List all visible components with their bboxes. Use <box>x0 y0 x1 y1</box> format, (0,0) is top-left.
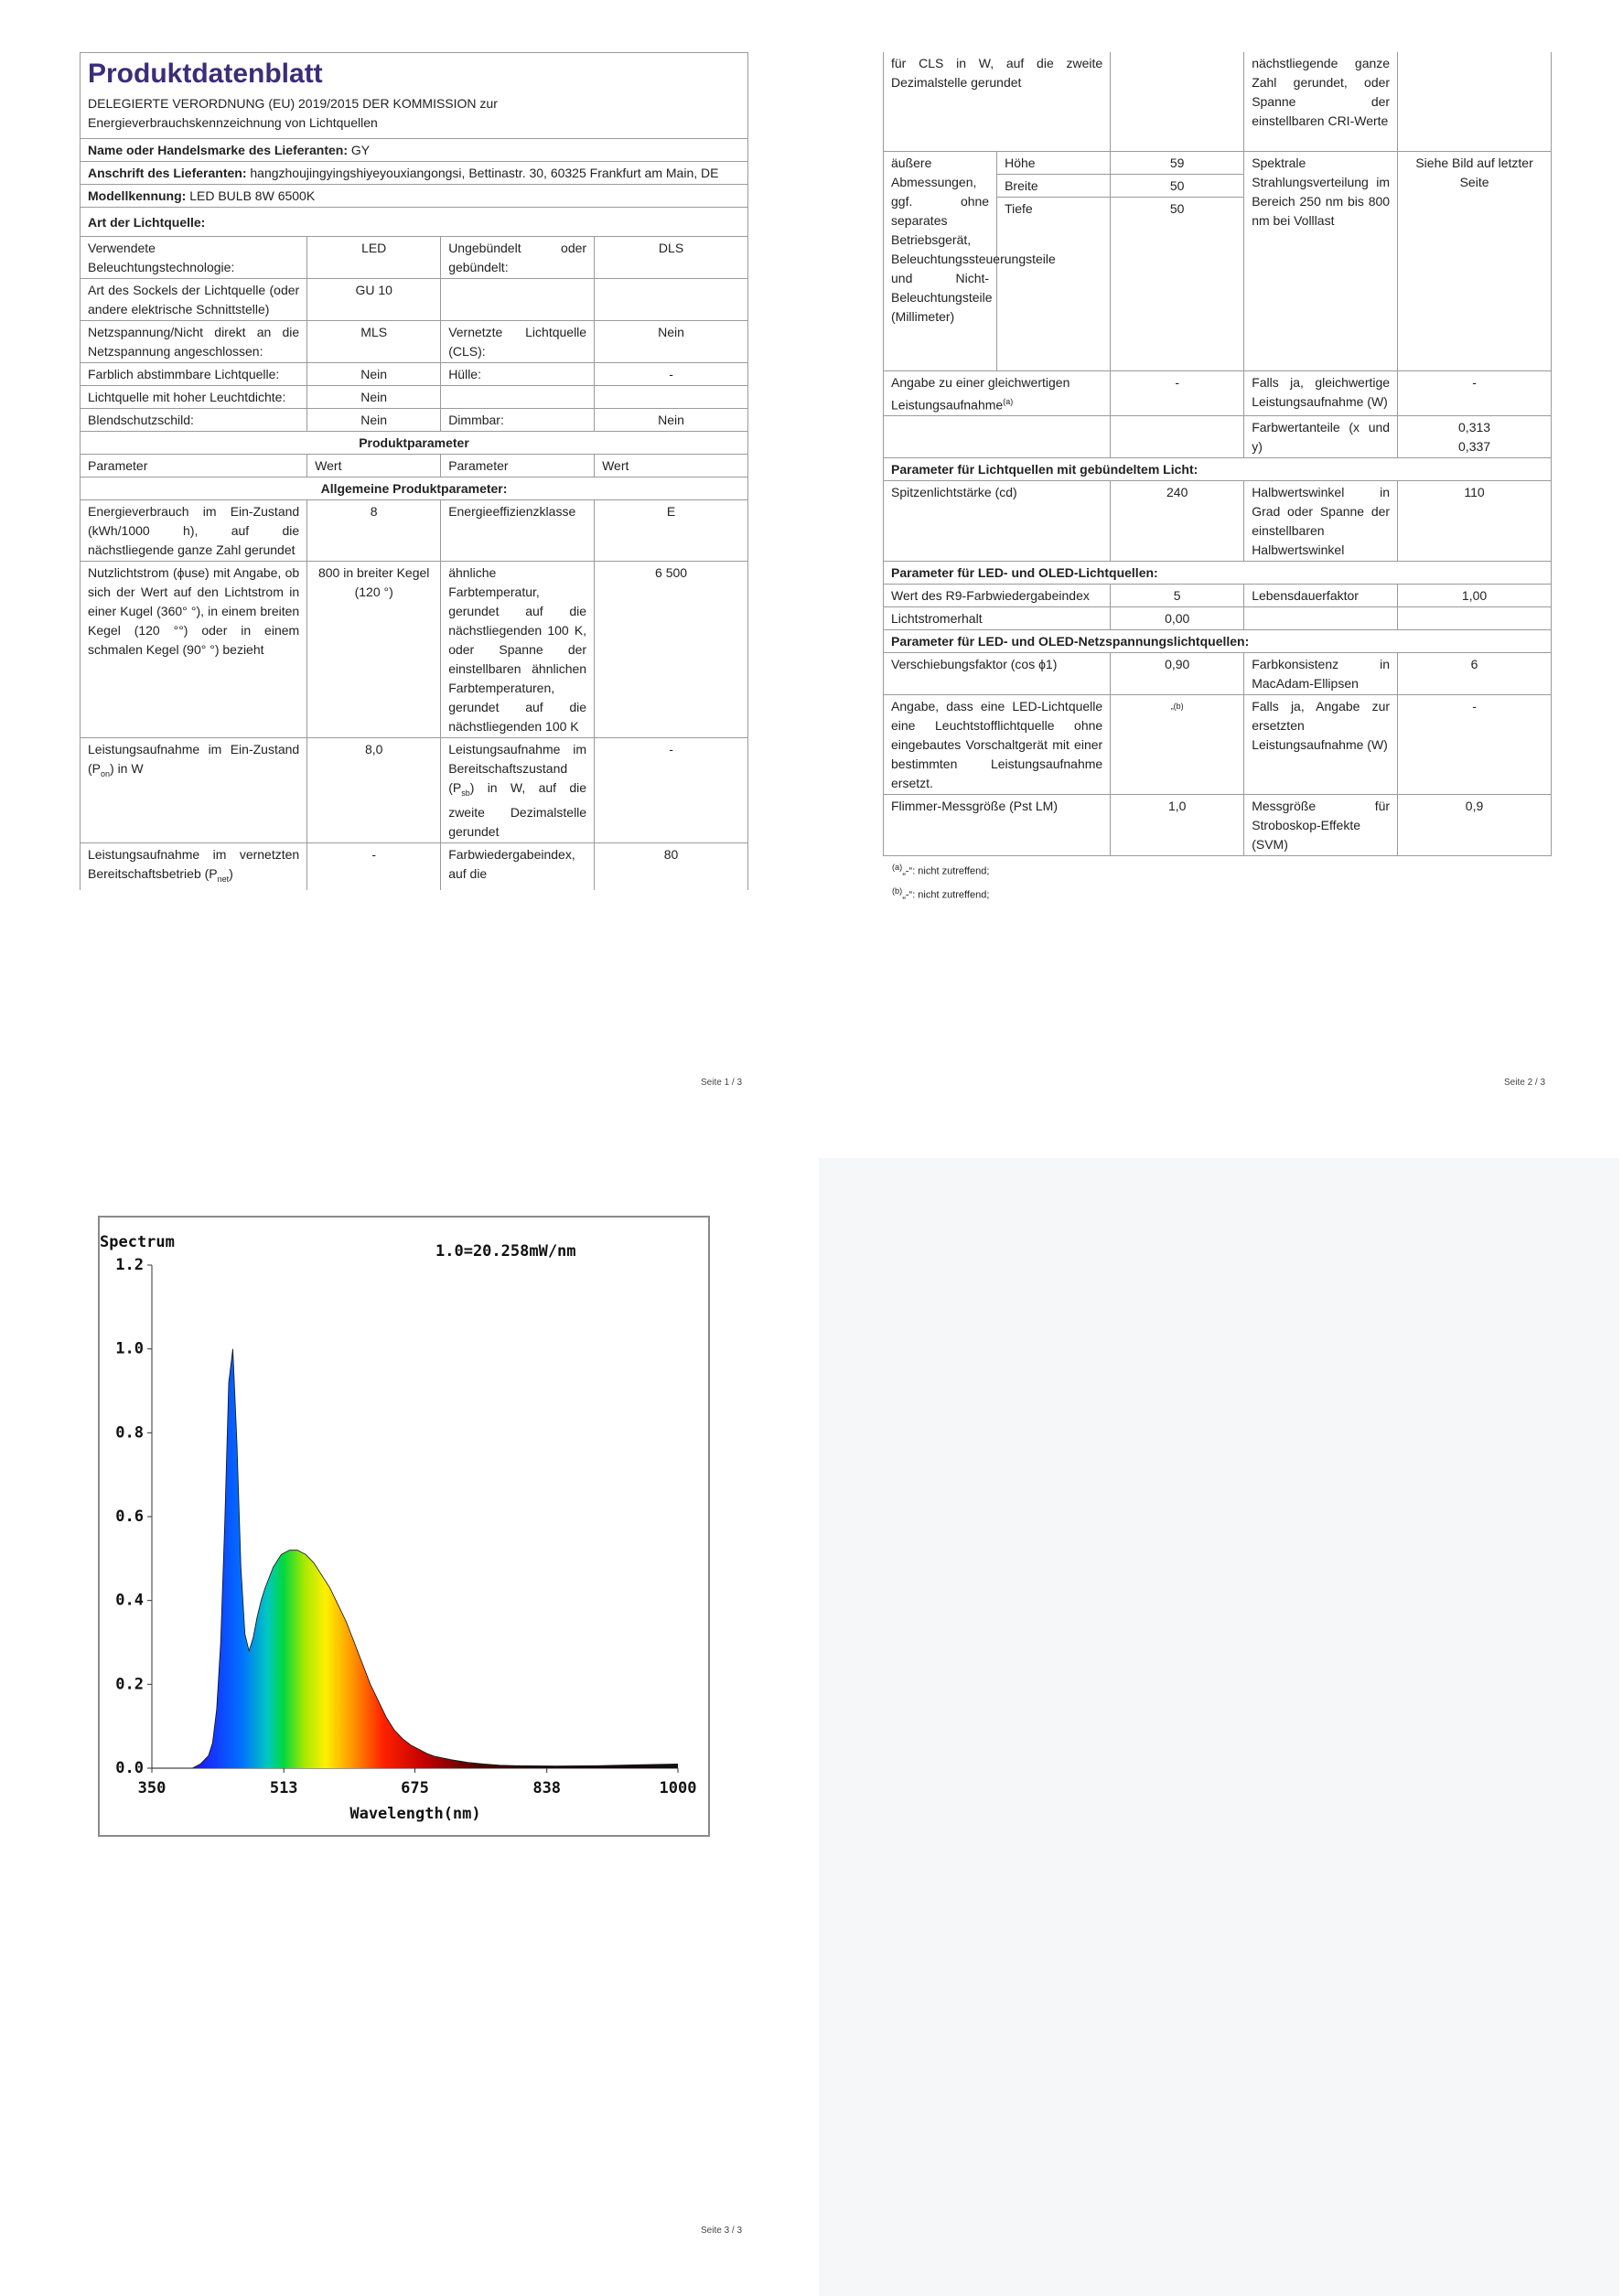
row-value: DLS <box>595 237 748 279</box>
y-tick-label: 1.2 <box>115 1256 144 1274</box>
stroboscopic-label: Messgröße für Stroboskop-Effekte (SVM) <box>1244 795 1398 856</box>
light-source-type-heading: Art der Lichtquelle: <box>81 208 748 237</box>
equivalent-power-label-2: Falls ja, gleichwertige Leistungsaufnahme (W) <box>1244 370 1398 416</box>
mains-heading: Parameter für LED- und OLED-Netzspannungslichtquellen: <box>884 630 1552 653</box>
chromaticity-label: Farbwertanteile (x und y) <box>1244 416 1398 458</box>
row-label <box>441 386 595 409</box>
peak-intensity-value: 240 <box>1111 481 1244 562</box>
dim-label: Tiefe <box>997 197 1111 370</box>
empty-cell <box>1111 52 1244 151</box>
beam-angle-value: 110 <box>1398 481 1552 562</box>
colour-consistency-label: Farbkonsistenz in MacAdam-Ellipsen <box>1244 653 1398 695</box>
page-number-3: Seite 3 / 3 <box>701 2226 743 2236</box>
column-header: Wert <box>307 455 441 477</box>
row-label: Ungebündelt oder gebündelt: <box>441 237 595 279</box>
column-header: Wert <box>595 455 748 477</box>
row-label <box>441 279 595 321</box>
replacement-value: „(b) <box>1111 695 1244 795</box>
supplier-address-label: Anschrift des Lieferanten: <box>88 166 247 180</box>
beam-angle-label: Halbwertswinkel in Grad oder Spanne der einstellbaren Halbwertswinkel <box>1244 481 1398 562</box>
empty-cell <box>1244 607 1398 630</box>
row-value: MLS <box>307 321 441 363</box>
param-value: 800 in breiter Kegel (120 °) <box>307 562 441 738</box>
param-label: Leistungsaufnahme im vernetzten Bereitschaftsbetrieb $(P_{net})$ <box>81 842 307 889</box>
row-label: Art des Sockels der Lichtquelle (oder andere elektrische Schnittstelle) <box>81 279 307 321</box>
row-label: Farblich abstimmbare Lichtquelle: <box>81 363 307 386</box>
stroboscopic-value: 0,9 <box>1398 795 1552 856</box>
produktparameter-heading: Produktparameter <box>81 432 748 455</box>
dim-label: Breite <box>997 174 1111 197</box>
equivalent-power-value-2: - <box>1398 370 1552 416</box>
general-parameters-heading: Allgemeine Produktparameter: <box>81 477 748 500</box>
r9-value: 5 <box>1111 585 1244 607</box>
peak-intensity-label: Spitzenlichtstärke (cd) <box>884 481 1111 562</box>
row-label: Dimmbar: <box>441 409 595 432</box>
row-value: Nein <box>307 386 441 409</box>
supplier-name-value: GY <box>350 143 371 157</box>
param-label: Energieeffizienzklasse <box>441 500 595 562</box>
datasheet-page-1 <box>80 52 748 890</box>
r9-label: Wert des R9-Farbwiedergabeindex <box>884 585 1111 607</box>
chart-title: Spectrum <box>100 1233 175 1251</box>
chart-axes <box>115 1256 696 1797</box>
equivalent-power-label: Angabe zu einer gleichwertigen Leistungsaufnahme$^{(a)}$ <box>884 370 1111 416</box>
param-value: 8,0 <box>307 738 441 843</box>
empty-cell <box>1111 416 1244 458</box>
param-value: - <box>595 738 748 843</box>
spectrum-chart <box>98 1216 710 1837</box>
lumen-maintenance-label: Lichtstromerhalt <box>884 607 1111 630</box>
row-value: LED <box>307 237 441 279</box>
y-tick-label: 0.8 <box>115 1423 144 1443</box>
chromaticity-value: 0,313 0,337 <box>1398 416 1552 458</box>
row-label: Verwendete Beleuchtungstechnologie: <box>81 237 307 279</box>
row-value: Nein <box>595 321 748 363</box>
chart-marks <box>152 1349 678 1768</box>
column-header: Parameter <box>441 455 595 477</box>
row-value: Nein <box>307 363 441 386</box>
empty-cell <box>1398 607 1552 630</box>
footnote-a: $^{(a)}$„-“: nicht zutreffend; <box>892 863 990 877</box>
param-value: 6 500 <box>595 562 748 738</box>
y-tick-label: 0.4 <box>115 1591 144 1610</box>
row-label: Blendschutzschild: <box>81 409 307 432</box>
equivalent-power-value: - <box>1111 370 1244 416</box>
dim-value: 50 <box>1111 197 1244 370</box>
row-label: Lichtquelle mit hoher Leuchtdichte: <box>81 386 307 409</box>
row-value: - <box>595 363 748 386</box>
chart-annotation: 1.0=20.258mW/nm <box>435 1242 576 1261</box>
survival-label: Lebensdauerfaktor <box>1244 585 1398 607</box>
row-label: Vernetzte Lichtquelle (CLS): <box>441 321 595 363</box>
model-label: Modellkennung: <box>88 188 187 203</box>
datasheet-page-2 <box>883 52 1552 905</box>
row-value: Nein <box>595 409 748 432</box>
supplier-name-label: Name oder Handelsmarke des Lieferanten: <box>88 143 348 157</box>
dimensions-label: äußere Abmessungen, ggf. ohne separates Betriebsgerät, Beleuchtungssteuerungsteile und Nicht-Beleuchtungsteile (Millimeter) <box>884 151 997 370</box>
x-tick-label: 675 <box>401 1779 429 1797</box>
model-value: LED BULB 8W 6500K <box>189 188 316 203</box>
colour-consistency-value: 6 <box>1398 653 1552 695</box>
param-label: Farbwiedergabeindex, auf die <box>441 842 595 889</box>
lumen-maintenance-value: 0,00 <box>1111 607 1244 630</box>
spectrum-area <box>152 1349 678 1768</box>
param-value: 8 <box>307 500 441 562</box>
row-value: GU 10 <box>307 279 441 321</box>
document-title: Produktdatenblatt <box>88 59 323 89</box>
replacement-value-2: - <box>1398 695 1552 795</box>
y-tick-label: 0.0 <box>115 1759 144 1777</box>
dim-label: Höhe <box>997 151 1111 174</box>
replacement-label-2: Falls ja, Angabe zur ersetzten Leistungsaufnahme (W) <box>1244 695 1398 795</box>
regulation-text: DELEGIERTE VERORDNUNG (EU) 2019/2015 DER KOMMISSION zur Energieverbrauchskennzeichnung von Lichtquellen <box>88 96 498 130</box>
y-tick-label: 0.6 <box>115 1507 144 1526</box>
page-number-2: Seite 2 / 3 <box>1504 1078 1546 1088</box>
datasheet-table-page-2 <box>883 52 1552 856</box>
x-tick-label: 838 <box>532 1779 562 1797</box>
page-number-1: Seite 1 / 3 <box>701 1078 743 1088</box>
empty-cell <box>1398 52 1552 151</box>
param-label: Nutzlichtstrom (ϕuse) mit Angabe, ob sich der Wert auf den Lichtstrom in einer Kugel (360° °), in einem breiten Kegel (120 °°) oder in einem schmalen Kegel (90° °) bezieht <box>81 562 307 738</box>
row-label: Hülle: <box>441 363 595 386</box>
flicker-value: 1,0 <box>1111 795 1244 856</box>
displacement-label: Verschiebungsfaktor (cos ϕ1) <box>884 653 1111 695</box>
led-heading: Parameter für LED- und OLED-Lichtquellen: <box>884 562 1552 585</box>
displacement-value: 0,90 <box>1111 653 1244 695</box>
x-tick-label: 1000 <box>659 1779 697 1797</box>
spectral-label: Spektrale Strahlungsverteilung im Bereich 250 nm bis 800 nm bei Volllast <box>1244 151 1398 370</box>
survival-value: 1,00 <box>1398 585 1552 607</box>
y-tick-label: 0.2 <box>115 1675 144 1694</box>
param-label: ähnliche Farbtemperatur, gerundet auf die nächstliegenden 100 K, oder Spanne der einstellbaren ähnlichen Farbtemperaturen, gerundet auf die nächstliegenden 100 K <box>441 562 595 738</box>
continued-label: nächstliegende ganze Zahl gerundet, oder Spanne der einstellbaren CRI-Werte <box>1244 52 1398 151</box>
blank-gray-panel <box>819 1158 1619 2296</box>
flicker-label: Flimmer-Messgröße (Pst LM) <box>884 795 1111 856</box>
row-label: Netzspannung/Nicht direkt an die Netzspannung angeschlossen: <box>81 321 307 363</box>
dim-value: 50 <box>1111 174 1244 197</box>
empty-cell <box>884 416 1111 458</box>
param-label: Leistungsaufnahme im Ein-Zustand $(P_{on})$ in W <box>81 738 307 843</box>
column-header: Parameter <box>81 455 307 477</box>
param-value: 80 <box>595 842 748 889</box>
spectrum-chart-svg <box>100 1218 708 1835</box>
directional-heading: Parameter für Lichtquellen mit gebündeltem Licht: <box>884 458 1552 481</box>
datasheet-table-page-1 <box>80 52 748 890</box>
x-tick-label: 513 <box>269 1779 298 1797</box>
supplier-address-value: hangzhoujingyingshiyeyouxiangongsi, Bettinastr. 30, 60325 Frankfurt am Main, DE <box>250 166 719 180</box>
replacement-label: Angabe, dass eine LED-Lichtquelle eine Leuchtstofflichtquelle ohne eingebautes Vorschaltgerät mit einer bestimmten Leistungsaufnahme ersetzt. <box>884 695 1111 795</box>
param-label: Leistungsaufnahme im Bereitschaftszustand $(P_{sb})$ in W, auf die zweite Dezimalstelle gerundet <box>441 738 595 843</box>
continued-label: für CLS in W, auf die zweite Dezimalstelle gerundet <box>884 52 1111 151</box>
x-axis-label: Wavelength(nm) <box>349 1805 481 1823</box>
spectral-value: Siehe Bild auf letzter Seite <box>1398 151 1552 370</box>
row-value <box>595 279 748 321</box>
row-value: Nein <box>307 409 441 432</box>
footnote-b: $^{(b)}$„-“: nicht zutreffend; <box>892 885 990 901</box>
param-label: Energieverbrauch im Ein-Zustand (kWh/1000 h), auf die nächstliegende ganze Zahl gerundet <box>81 500 307 562</box>
dim-value: 59 <box>1111 151 1244 174</box>
row-value <box>595 386 748 409</box>
param-value: - <box>307 842 441 889</box>
x-tick-label: 350 <box>137 1779 167 1797</box>
param-value: E <box>595 500 748 562</box>
y-tick-label: 1.0 <box>115 1339 144 1358</box>
